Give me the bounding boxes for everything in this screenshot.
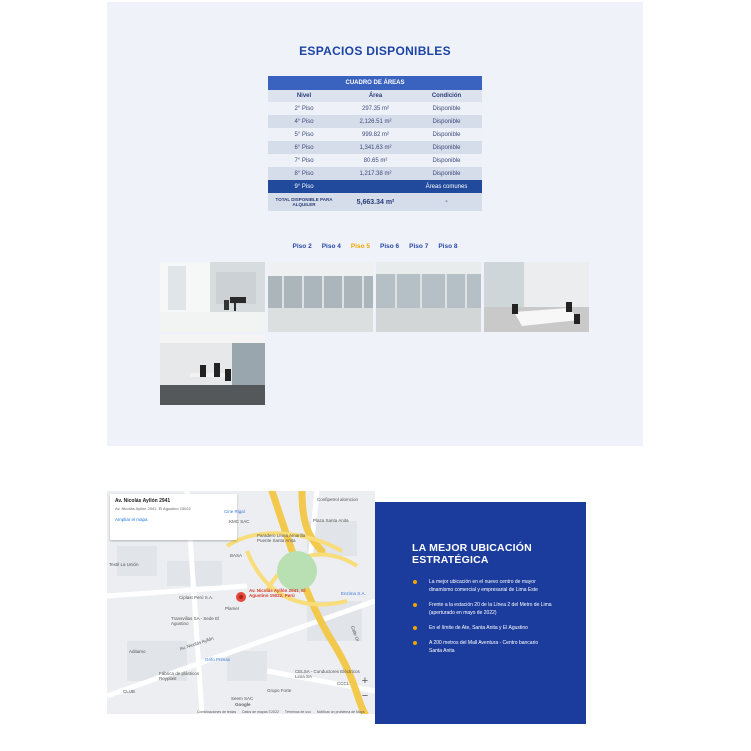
cell-condicion: Disponible — [411, 102, 482, 115]
floor-tabs — [107, 243, 643, 250]
map-address-sub: Av. Nicolás Ayllón 2941, El Agustino 15022 — [115, 506, 191, 511]
map-label: Seem SAC — [231, 696, 254, 701]
office-photo[interactable] — [376, 262, 481, 332]
table-row — [268, 167, 482, 180]
list-item — [412, 601, 552, 617]
cell-area: 2,126.51 m² — [340, 115, 411, 128]
enlarge-map-link[interactable]: Ampliar el mapa — [115, 517, 148, 522]
list-item — [412, 639, 552, 655]
map-footer-shortcuts[interactable]: Combinaciones de teclas — [197, 710, 237, 714]
google-logo: Google — [235, 702, 251, 707]
areas-table-caption: CUADRO DE ÁREAS — [268, 76, 482, 90]
table-row — [268, 180, 482, 193]
cell-condicion: Disponible — [411, 141, 482, 154]
cell-condicion: Disponible — [411, 128, 482, 141]
zoom-in-button[interactable]: + — [361, 675, 369, 687]
cell-nivel: 7° Piso — [268, 154, 340, 167]
column-header-nivel: Nivel — [268, 90, 340, 102]
tab-piso-2[interactable]: Piso 2 — [292, 243, 312, 250]
bullet-dot-icon — [413, 603, 417, 607]
map-info-card — [110, 494, 237, 540]
cell-condicion: Disponible — [411, 115, 482, 128]
zoom-out-button[interactable]: − — [361, 690, 369, 702]
office-photo[interactable] — [160, 262, 265, 332]
map-footer-data: Datos de mapas ©2022 — [242, 710, 279, 714]
cell-nivel: 4° Piso — [268, 115, 340, 128]
cell-area: 999.82 m² — [340, 128, 411, 141]
total-label: TOTAL DISPONIBLE PARA ALQUILER — [268, 193, 340, 211]
map-label: CLUB — [123, 689, 136, 694]
map-pin-label: Av. Nicolás Ayllón 2941, El Agustino 15022, Perú — [249, 588, 306, 598]
total-condicion: - — [411, 193, 482, 211]
map-label: Ciplast Perú S.A. — [179, 595, 214, 600]
cell-area: 80.65 m² — [340, 154, 411, 167]
location-section — [375, 502, 586, 724]
table-total-row — [268, 193, 482, 211]
map-label: Grifo Primax — [205, 657, 231, 662]
bullet-text: En el límite de Ate, Santa Anita y El Agustino — [429, 625, 528, 631]
map-footer-terms[interactable]: Términos de uso — [284, 710, 311, 714]
cell-area: 297.35 m² — [340, 102, 411, 115]
bullet-text: A 200 metros del Mall Aventura - Centro bancario Santa Anita — [429, 640, 539, 654]
map-label: Aditamo — [129, 649, 146, 654]
location-title: LA MEJOR UBICACIÓN ESTRATÉGICA — [412, 542, 532, 566]
office-photo[interactable] — [160, 335, 265, 405]
map-label: Av. Nicolás Ayllón — [179, 635, 215, 652]
cell-nivel: 9° Piso — [268, 180, 340, 193]
table-row — [268, 141, 482, 154]
map-label: Enzima S.A. — [341, 591, 366, 596]
tab-piso-4[interactable]: Piso 4 — [321, 243, 341, 250]
tab-piso-5[interactable]: Piso 5 — [350, 243, 370, 250]
table-row — [268, 128, 482, 141]
areas-table — [268, 76, 482, 211]
location-bullets — [412, 578, 552, 662]
cell-nivel: 5° Piso — [268, 128, 340, 141]
table-row — [268, 154, 482, 167]
list-item — [412, 578, 552, 594]
office-photo[interactable] — [268, 262, 373, 332]
map[interactable] — [107, 491, 375, 714]
map-label: CCCL — [337, 681, 350, 686]
cell-condicion: Disponible — [411, 154, 482, 167]
cell-nivel: 6° Piso — [268, 141, 340, 154]
map-label: Plamer — [225, 606, 240, 611]
map-label: Paradero Línea Amarilla Puente Santa Anita — [257, 533, 306, 543]
map-label: KMC SAC — [229, 519, 250, 524]
map-label: CELSA - Conductores Eléctricos Lima SA — [295, 669, 360, 679]
map-label: Calle Ol — [349, 625, 361, 642]
map-label: Transvillas SA - Sede El Agustino — [171, 616, 220, 626]
table-row — [268, 102, 482, 115]
tab-piso-6[interactable]: Piso 6 — [380, 243, 400, 250]
map-footer-report[interactable]: Notificar un problema de Maps — [316, 710, 365, 714]
bullet-text: La mejor ubicación en el nuevo centro de mayor dinamismo comercial y empresarial de Lima Este — [429, 579, 538, 593]
cell-condicion: Áreas comunes — [411, 180, 482, 193]
total-area: 5,663.34 m² — [340, 193, 411, 211]
map-label: Confipetrol alomcion — [317, 497, 359, 502]
map-footer — [197, 710, 370, 714]
cell-area: 1,341.63 m² — [340, 141, 411, 154]
office-photo[interactable] — [484, 262, 589, 332]
cell-area: 1,217.38 m² — [340, 167, 411, 180]
tab-piso-7[interactable]: Piso 7 — [409, 243, 429, 250]
map-label: Grupo Forte — [267, 688, 292, 693]
map-address-title: Av. Nicolás Ayllón 2941 — [115, 498, 171, 504]
cell-condicion: Disponible — [411, 167, 482, 180]
list-item — [412, 624, 552, 632]
cell-area — [340, 180, 411, 193]
map-label: Textil La Unión — [109, 562, 139, 567]
bullet-text: Frente a la estación 20 de la Línea 2 del Metro de Lima (aperturado en mayo de 2022) — [429, 602, 552, 616]
tab-piso-8[interactable]: Piso 8 — [438, 243, 458, 250]
cell-nivel: 2° Piso — [268, 102, 340, 115]
bullet-dot-icon — [413, 626, 417, 630]
map-label: Plaza Santa Anita — [313, 518, 349, 523]
map-label: BASA — [230, 553, 243, 558]
bullet-dot-icon — [413, 580, 417, 584]
column-header-area: Área — [340, 90, 411, 102]
espacios-title: ESPACIOS DISPONIBLES — [299, 44, 451, 58]
table-row — [268, 115, 482, 128]
bullet-dot-icon — [413, 641, 417, 645]
cell-nivel: 8° Piso — [268, 167, 340, 180]
map-label: Cine Rigal — [224, 509, 245, 514]
column-header-condicion: Condición — [411, 90, 482, 102]
map-label: Fábrica de plásticos Reyplast — [159, 671, 200, 681]
